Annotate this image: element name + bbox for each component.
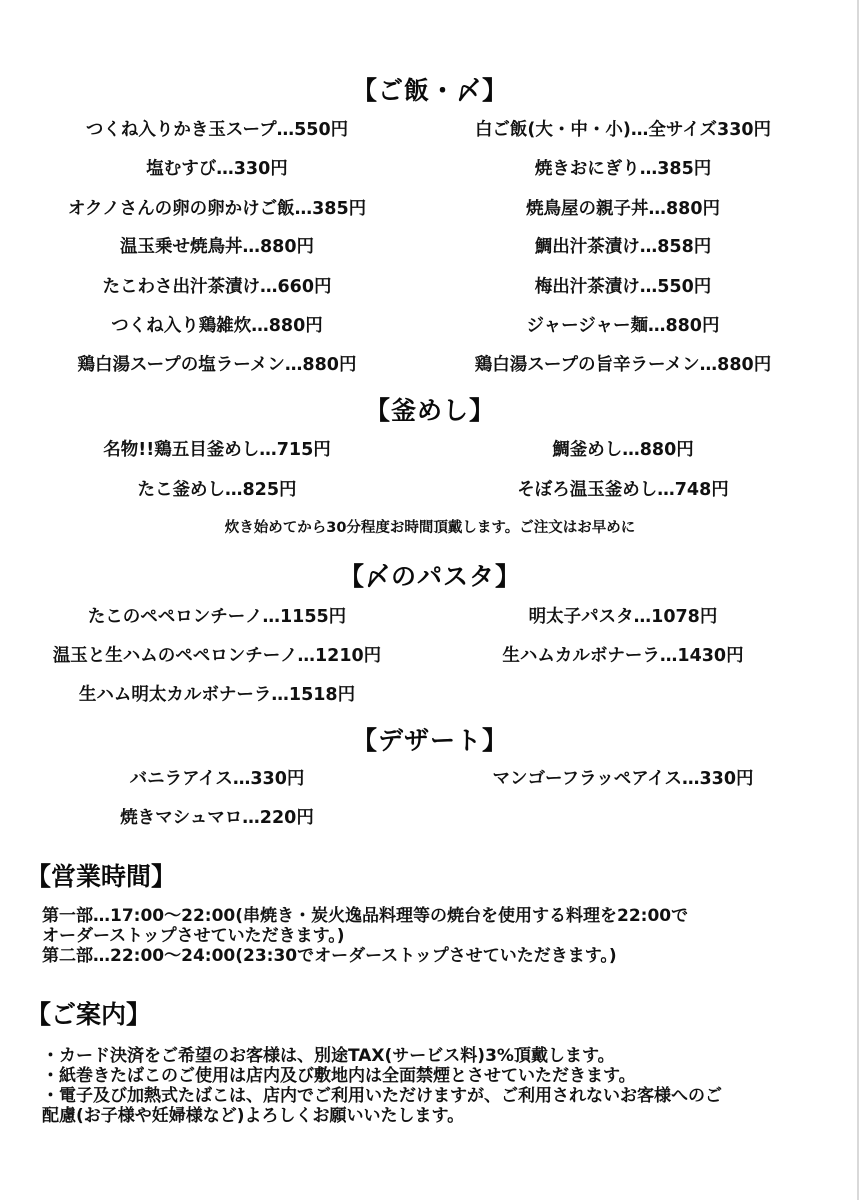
menu-item: つくね入り鶏雑炊…880円 bbox=[111, 316, 323, 336]
guide-text bbox=[42, 1046, 832, 1126]
menu-item: 焼きマシュマロ…220円 bbox=[120, 808, 314, 828]
menu-item: そぼろ温玉釜めし…748円 bbox=[517, 480, 729, 500]
hours-title: 【営業時間】 bbox=[26, 862, 177, 891]
section-title-kamameshi: 【釜めし】 bbox=[364, 396, 495, 425]
menu-item: たこ釜めし…825円 bbox=[137, 480, 297, 500]
menu-item: バニラアイス…330円 bbox=[129, 769, 305, 789]
hours-line: 第二部…22:00～24:00(23:30でオーダーストップさせていただきます。) bbox=[42, 946, 617, 966]
hours-text bbox=[42, 906, 832, 966]
section-title-pasta: 【〆のパスタ】 bbox=[338, 562, 521, 591]
menu-item: 明太子パスタ…1078円 bbox=[528, 607, 718, 627]
guide-title: 【ご案内】 bbox=[26, 1000, 152, 1029]
menu-item: 白ご飯(大・中・小)…全サイズ330円 bbox=[474, 120, 772, 140]
page-edge-divider bbox=[857, 0, 859, 1200]
menu-item: 生ハム明太カルボナーラ…1518円 bbox=[78, 685, 356, 705]
menu-item: マンゴーフラッペアイス…330円 bbox=[492, 769, 754, 789]
menu-item: ジャージャー麺…880円 bbox=[526, 316, 720, 336]
menu-item: つくね入りかき玉スープ…550円 bbox=[85, 120, 349, 140]
guide-line: ・カード決済をご希望のお客様は、別途TAX(サービス料)3%頂戴します。 bbox=[42, 1046, 615, 1066]
menu-item: 温玉と生ハムのペペロンチーノ…1210円 bbox=[52, 646, 382, 666]
kamameshi-note: 炊き始めてから30分程度お時間頂戴します。ご注文はお早めに bbox=[224, 520, 636, 536]
menu-item: 焼きおにぎり…385円 bbox=[534, 159, 712, 179]
guide-line: ・紙巻きたばこのご使用は店内及び敷地内は全面禁煙とさせていただきます。 bbox=[42, 1066, 636, 1086]
menu-item: 塩むすび…330円 bbox=[146, 159, 288, 179]
menu-item: 温玉乗せ焼鳥丼…880円 bbox=[119, 237, 315, 257]
menu-item: 鯛出汁茶漬け…858円 bbox=[534, 237, 712, 257]
hours-line: 第一部…17:00～22:00(串焼き・炭火逸品料理等の焼台を使用する料理を22:00で bbox=[42, 906, 689, 926]
menu-item: 生ハムカルボナーラ…1430円 bbox=[502, 646, 744, 666]
guide-line: ・電子及び加熱式たばこは、店内でご利用いただけますが、ご利用されないお客様へのご bbox=[42, 1086, 722, 1106]
menu-item: オクノさんの卵の卵かけご飯…385円 bbox=[67, 199, 367, 219]
menu-item: 鶏白湯スープの塩ラーメン…880円 bbox=[77, 355, 357, 375]
section-title-dessert: 【デザート】 bbox=[351, 726, 508, 755]
menu-item: たこのペペロンチーノ…1155円 bbox=[87, 607, 347, 627]
menu-item: 名物!!鶏五目釜めし…715円 bbox=[103, 440, 331, 460]
menu-item: 鯛釜めし…880円 bbox=[552, 440, 694, 460]
menu-item: 焼鳥屋の親子丼…880円 bbox=[525, 199, 721, 219]
hours-line: オーダーストップさせていただきます。) bbox=[42, 926, 345, 946]
menu-item: 梅出汁茶漬け…550円 bbox=[534, 277, 712, 297]
menu-item: 鶏白湯スープの旨辛ラーメン…880円 bbox=[474, 355, 772, 375]
menu-item: たこわさ出汁茶漬け…660円 bbox=[102, 277, 332, 297]
section-title-rice: 【ご飯・〆】 bbox=[351, 76, 508, 105]
guide-line: 配慮(お子様や妊婦様など)よろしくお願いいたします。 bbox=[42, 1106, 465, 1126]
